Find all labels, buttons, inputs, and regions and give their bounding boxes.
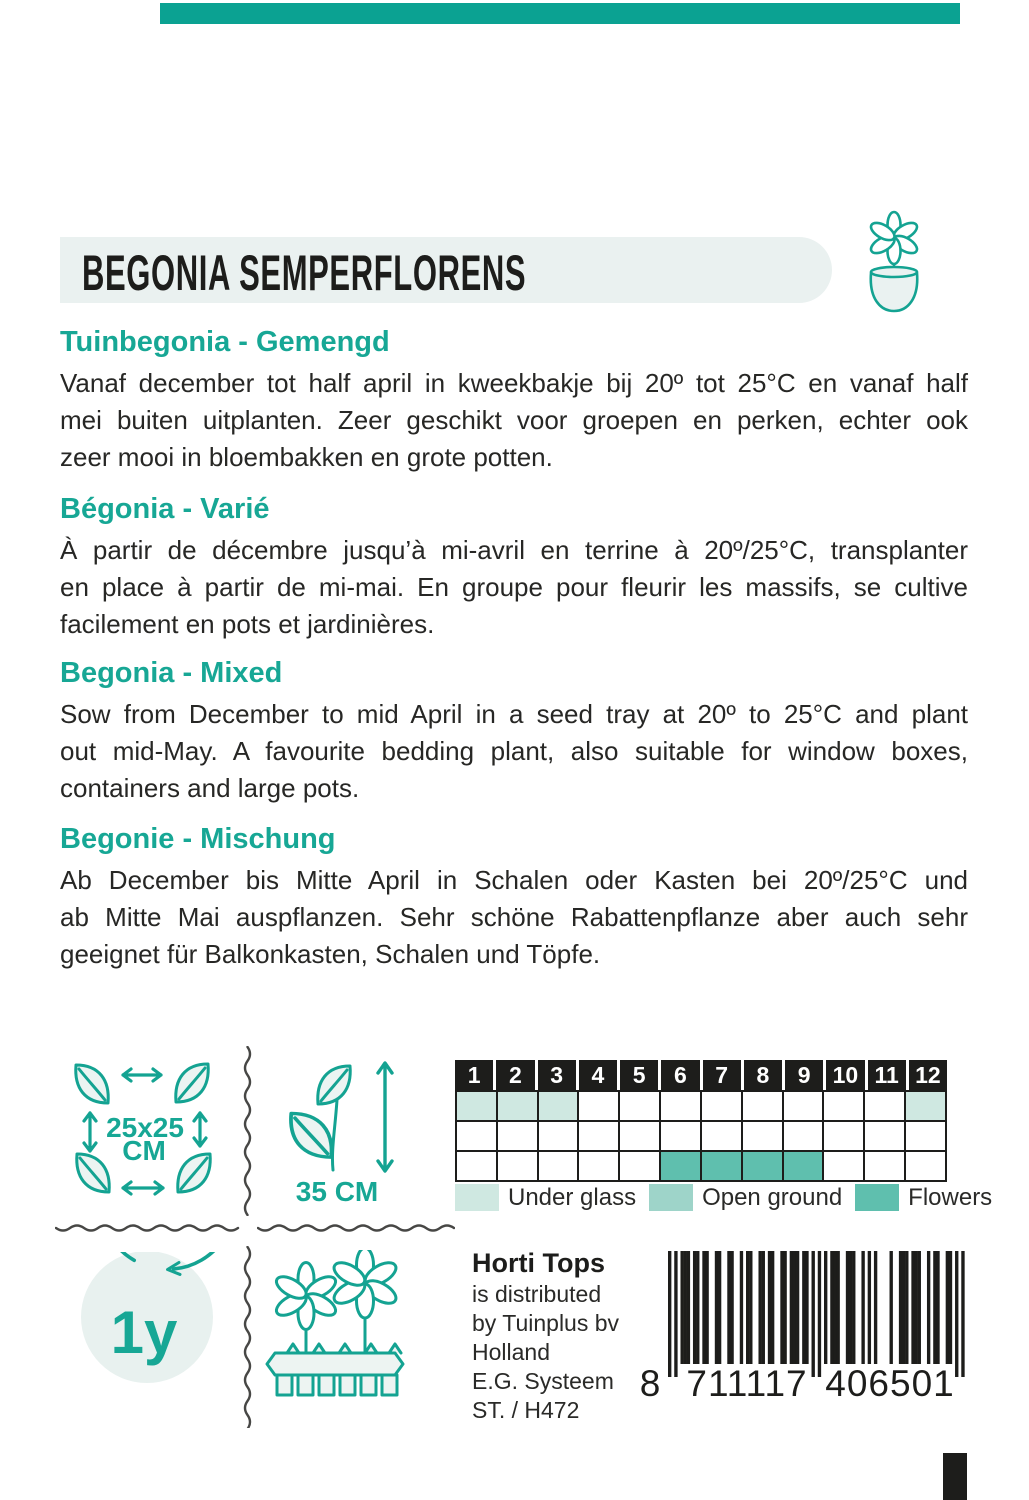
section-body-line: containers and large pots. bbox=[60, 773, 360, 803]
calendar-cell-under-glass-8 bbox=[743, 1092, 782, 1120]
calendar-month-header bbox=[455, 1060, 947, 1090]
calendar-month-cell: 8 bbox=[744, 1060, 782, 1090]
annual-cycle-icon bbox=[68, 1252, 218, 1400]
section-heading: Begonia - Mixed bbox=[60, 657, 283, 689]
calendar-month-cell: 10 bbox=[826, 1060, 864, 1090]
wavy-divider-vertical bbox=[240, 1046, 255, 1216]
plant-height-icon bbox=[275, 1055, 440, 1205]
calendar-cell-under-glass-12 bbox=[906, 1092, 945, 1120]
calendar-cell-open-ground-8 bbox=[743, 1122, 782, 1150]
section-dutch bbox=[60, 326, 968, 476]
calendar-cell-open-ground-11 bbox=[865, 1122, 904, 1150]
calendar-cell-open-ground-3 bbox=[539, 1122, 578, 1150]
wavy-divider-vertical bbox=[240, 1246, 255, 1428]
calendar-cell-flowers-7 bbox=[702, 1152, 741, 1180]
calendar-cell-flowers-11 bbox=[865, 1152, 904, 1180]
calendar-cell-open-ground-2 bbox=[498, 1122, 537, 1150]
legend-item bbox=[649, 1184, 842, 1211]
barcode-digits-right: 406501 bbox=[825, 1363, 955, 1400]
calendar-cell-open-ground-5 bbox=[620, 1122, 659, 1150]
calendar-cell-under-glass-11 bbox=[865, 1092, 904, 1120]
legend-item bbox=[455, 1184, 636, 1211]
plant-height-value: 35 CM bbox=[295, 1176, 379, 1205]
legend-item bbox=[855, 1184, 992, 1211]
calendar-cell-flowers-12 bbox=[906, 1152, 945, 1180]
corner-registration-mark bbox=[943, 1453, 967, 1500]
calendar-cell-under-glass-5 bbox=[620, 1092, 659, 1120]
distributor-line: by Tuinplus bv bbox=[472, 1310, 620, 1336]
calendar-cell-under-glass-4 bbox=[579, 1092, 618, 1120]
calendar-cell-open-ground-4 bbox=[579, 1122, 618, 1150]
calendar-cell-flowers-1 bbox=[457, 1152, 496, 1180]
page-title: BEGONIA SEMPERFLORENS bbox=[82, 245, 527, 301]
section-body-line: zeer mooi in bloembakken en grote potten. bbox=[60, 442, 553, 472]
calendar-cell-open-ground-10 bbox=[824, 1122, 863, 1150]
calendar-cell-flowers-9 bbox=[784, 1152, 823, 1180]
barcode-digits-left: 711117 bbox=[686, 1363, 808, 1400]
section-body-line: Sow from December to mid April in a seed tray at 20º to 25°C and plant bbox=[60, 699, 968, 729]
height-arrow bbox=[378, 1063, 392, 1171]
section-body-line: Vanaf december tot half april in kweekbakje bij 20º tot 25°C en vanaf half bbox=[60, 368, 968, 398]
calendar-legend bbox=[455, 1184, 1005, 1211]
calendar-cell-open-ground-1 bbox=[457, 1122, 496, 1150]
calendar-cell-under-glass-3 bbox=[539, 1092, 578, 1120]
barcode-digit-lead: 8 bbox=[639, 1363, 661, 1400]
distributor-name: Horti Tops bbox=[472, 1248, 605, 1278]
section-german bbox=[60, 823, 968, 973]
section-body-line: out mid-May. A favourite bedding plant, also suitable for window boxes, bbox=[60, 736, 968, 766]
calendar-grid bbox=[455, 1090, 947, 1182]
calendar-month-cell: 3 bbox=[538, 1060, 576, 1090]
distributor-line: is distributed bbox=[472, 1281, 602, 1307]
calendar-cell-flowers-8 bbox=[743, 1152, 782, 1180]
section-body-line: geeignet für Balkonkasten, Schalen und Töpfe. bbox=[60, 939, 601, 969]
wavy-divider-horizontal bbox=[257, 1221, 455, 1235]
legend-label: Under glass bbox=[508, 1184, 637, 1211]
section-body-line: mei buiten uitplanten. Zeer geschikt voor groepen en perken, echter ook bbox=[60, 405, 968, 435]
legend-swatch bbox=[455, 1184, 499, 1211]
section-french bbox=[60, 493, 968, 643]
section-body-line: facilement en pots et jardinières. bbox=[60, 609, 435, 639]
annual-cycle-value: 1y bbox=[110, 1299, 178, 1366]
sowing-calendar bbox=[455, 1060, 947, 1182]
calendar-month-cell: 5 bbox=[620, 1060, 658, 1090]
section-body-line: en place à partir de mi-mai. En groupe pour fleurir les massifs, se cultive bbox=[60, 572, 968, 602]
calendar-cell-open-ground-12 bbox=[906, 1122, 945, 1150]
calendar-cell-flowers-10 bbox=[824, 1152, 863, 1180]
legend-label: Open ground bbox=[702, 1184, 843, 1211]
distributor-line: E.G. Systeem bbox=[472, 1368, 614, 1394]
distributor-line: ST. / H472 bbox=[472, 1397, 580, 1423]
calendar-month-cell: 4 bbox=[579, 1060, 617, 1090]
calendar-cell-open-ground-9 bbox=[784, 1122, 823, 1150]
distributor-line: Holland bbox=[472, 1339, 550, 1365]
section-body-line: Ab December bis Mitte April in Schalen oder Kasten bei 20º/25°C und bbox=[60, 865, 968, 895]
calendar-cell-under-glass-6 bbox=[661, 1092, 700, 1120]
calendar-cell-flowers-3 bbox=[539, 1152, 578, 1180]
calendar-month-cell: 1 bbox=[455, 1060, 493, 1090]
top-accent-bar bbox=[160, 3, 960, 24]
calendar-cell-flowers-2 bbox=[498, 1152, 537, 1180]
calendar-cell-under-glass-1 bbox=[457, 1092, 496, 1120]
calendar-month-cell: 6 bbox=[661, 1060, 699, 1090]
calendar-cell-under-glass-10 bbox=[824, 1092, 863, 1120]
spacing-unit: CM bbox=[122, 1135, 166, 1166]
calendar-cell-open-ground-7 bbox=[702, 1122, 741, 1150]
calendar-month-cell: 9 bbox=[785, 1060, 823, 1090]
leaf-spacing-icon bbox=[60, 1058, 220, 1206]
distributor-info bbox=[472, 1248, 642, 1425]
section-english bbox=[60, 657, 968, 807]
calendar-cell-under-glass-9 bbox=[784, 1092, 823, 1120]
wavy-divider-horizontal bbox=[55, 1221, 241, 1235]
calendar-month-cell: 12 bbox=[909, 1060, 947, 1090]
spacing-value: 25x25 bbox=[106, 1112, 184, 1143]
calendar-cell-flowers-6 bbox=[661, 1152, 700, 1180]
calendar-month-cell: 2 bbox=[496, 1060, 534, 1090]
calendar-month-cell: 7 bbox=[703, 1060, 741, 1090]
flower-box-icon bbox=[265, 1250, 405, 1398]
flower-in-pot-icon bbox=[853, 210, 929, 318]
calendar-month-cell: 11 bbox=[868, 1060, 906, 1090]
calendar-cell-flowers-5 bbox=[620, 1152, 659, 1180]
section-body-line: ab Mitte Mai auspflanzen. Sehr schöne Rabattenpflanze aber auch sehr bbox=[60, 902, 968, 932]
calendar-cell-open-ground-6 bbox=[661, 1122, 700, 1150]
calendar-cell-under-glass-7 bbox=[702, 1092, 741, 1120]
section-heading: Bégonia - Varié bbox=[60, 493, 270, 525]
legend-swatch bbox=[649, 1184, 693, 1211]
legend-label: Flowers bbox=[908, 1184, 993, 1211]
section-heading: Begonie - Mischung bbox=[60, 823, 336, 855]
barcode-bars bbox=[668, 1251, 965, 1377]
calendar-cell-flowers-4 bbox=[579, 1152, 618, 1180]
section-heading: Tuinbegonia - Gemengd bbox=[60, 326, 390, 358]
section-body-line: À partir de décembre jusqu’à mi-avril en terrine à 20º/25°C, transplanter bbox=[60, 535, 968, 565]
barcode bbox=[634, 1250, 970, 1400]
legend-swatch bbox=[855, 1184, 899, 1211]
calendar-cell-under-glass-2 bbox=[498, 1092, 537, 1120]
